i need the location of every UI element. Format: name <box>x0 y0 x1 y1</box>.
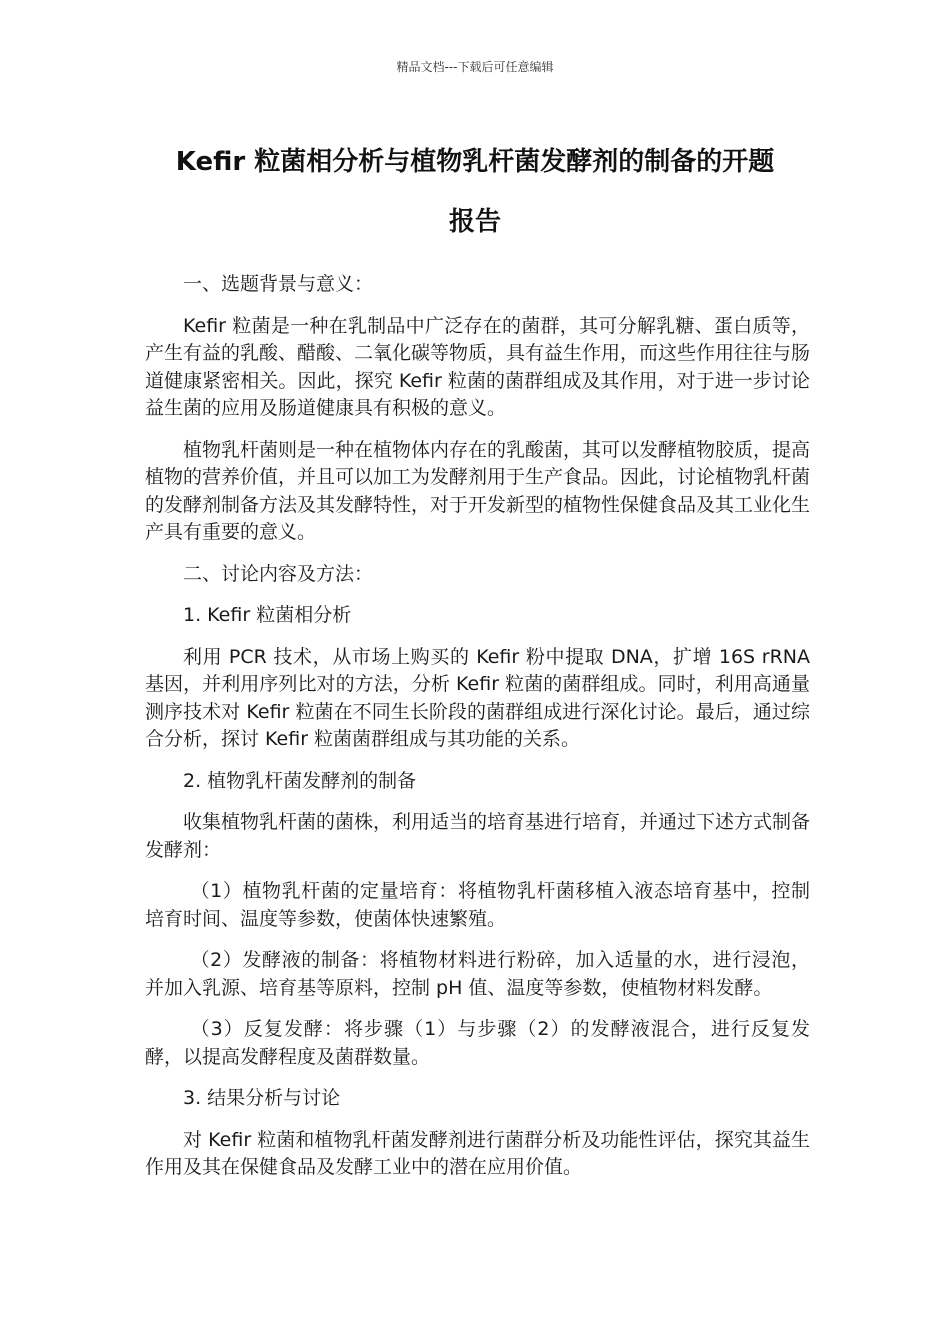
title-line-2: 报告 <box>448 207 501 237</box>
subsection-2-item-3: （3）反复发酵：将步骤（1）与步骤（2）的发酵液混合，进行反复发酵，以提高发酵程度及菌群数量。 <box>145 1018 810 1068</box>
subsection-1-paragraph: 利用 PCR 技术，从市场上购买的 Kefir 粉中提取 DNA，扩增 16S rRNA 基因，并利用序列比对的方法，分析 Kefir 粒菌的菌群组成。同时，利用高通量测序技术对 Kefir 粒菌在不同生长阶段的菌群组成进行深化讨论。最后，通过综合分析，探讨 Kefir 粒菌菌群组成与其功能的关系。 <box>145 645 810 750</box>
subsection-2-heading: 2. 植物乳杆菌发酵剂的制备 <box>183 769 417 792</box>
section-1-paragraph-1: Kefir 粒菌是一种在乳制品中广泛存在的菌群，其可分解乳糖、蛋白质等，产生有益的乳酸、醋酸、二氧化碳等物质，具有益生作用，而这些作用往往与肠道健康紧密相关。因此，探究 Kefir 粒菌的菌群组成及其作用，对于进一步讨论益生菌的应用及肠道健康具有积极的意义。 <box>145 314 811 419</box>
subsection-3-paragraph: 对 Kefir 粒菌和植物乳杆菌发酵剂进行菌群分析及功能性评估，探究其益生作用及其在保健食品及发酵工业中的潜在应用价值。 <box>145 1128 810 1178</box>
subsection-2-item-2: （2）发酵液的制备：将植物材料进行粉碎，加入适量的水，进行浸泡，并加入乳源、培育基等原料，控制 pH 值、温度等参数，使植物材料发酵。 <box>145 949 810 999</box>
page-header: 精品文档---下载后可任意编辑 <box>396 60 554 74</box>
document-body <box>145 271 810 1196</box>
section-1-paragraph-2: 植物乳杆菌则是一种在植物体内存在的乳酸菌，其可以发酵植物胶质，提高植物的营养价值，并且可以加工为发酵剂用于生产食品。因此，讨论植物乳杆菌的发酵剂制备方法及其发酵特性，对于开发新型的植物性保健食品及其工业化生产具有重要的意义。 <box>145 438 811 543</box>
section-1-heading: 一、选题背景与意义： <box>183 273 374 295</box>
title-line-1: Kefir 粒菌相分析与植物乳杆菌发酵剂的制备的开题 <box>175 147 775 177</box>
subsection-2-item-1: （1）植物乳杆菌的定量培育：将植物乳杆菌移植入液态培育基中，控制培育时间、温度等参数，使菌体快速繁殖。 <box>145 880 810 930</box>
document-title <box>140 132 810 252</box>
subsection-3-heading: 3. 结果分析与讨论 <box>183 1087 341 1109</box>
section-2-heading: 二、讨论内容及方法： <box>183 562 374 585</box>
subsection-1-heading: 1. Kefir 粒菌相分析 <box>183 604 352 626</box>
subsection-2-paragraph: 收集植物乳杆菌的菌株，利用适当的培育基进行培育，并通过下述方式制备发酵剂： <box>145 811 811 861</box>
